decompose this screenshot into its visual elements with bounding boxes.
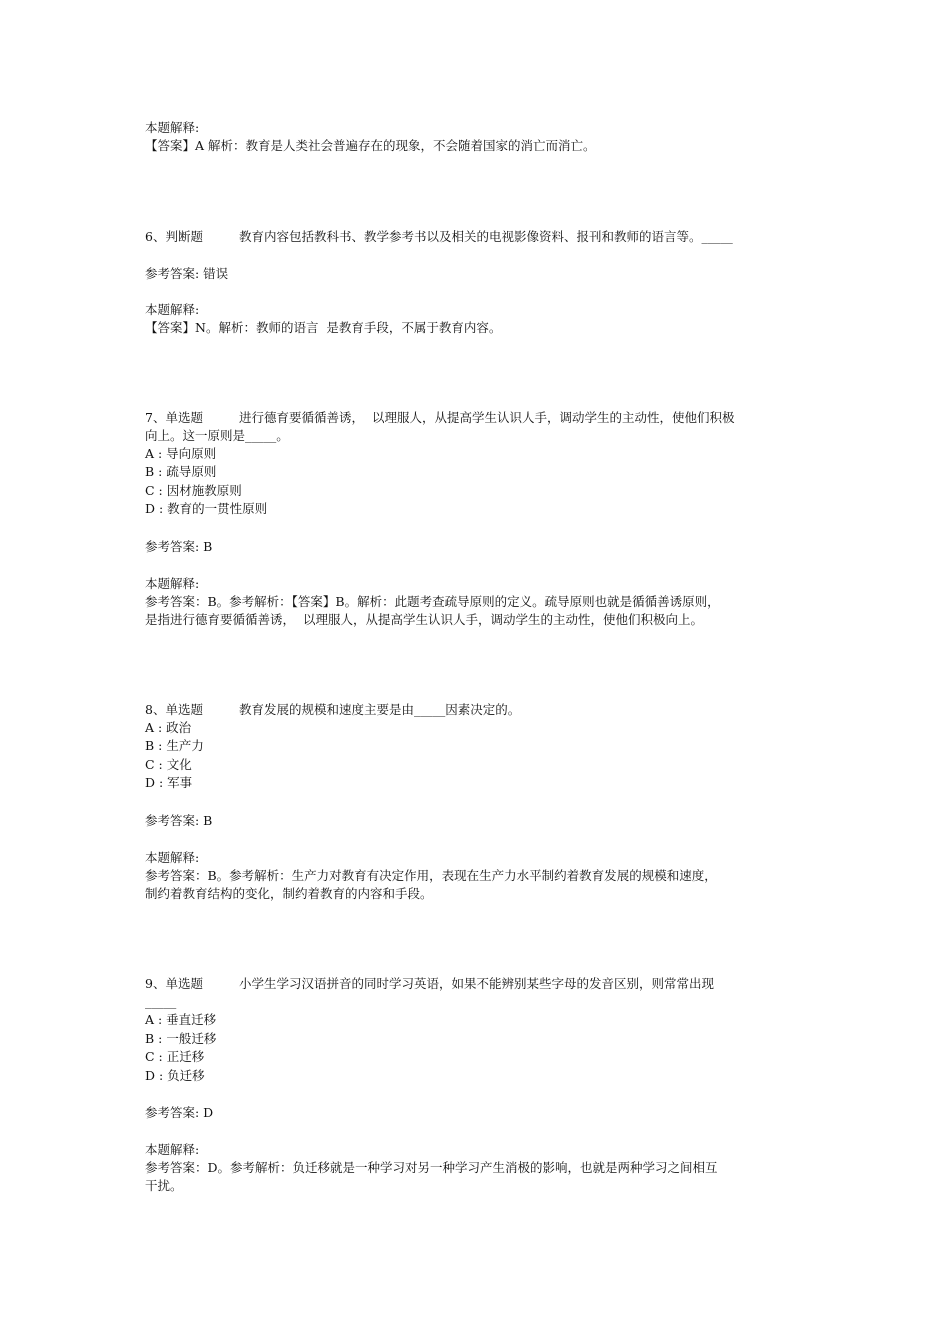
q9-explain-line1: 参考答案：D。参考解析：负迁移就是一种学习对另一种学习产生消极的影响，也就是两种学习之间相互 [145, 1160, 718, 1175]
q7-answer: 参考答案: B [145, 539, 213, 554]
q9-stem-blank: _____ [145, 994, 177, 1009]
q9-option-d: D : 负迁移 [145, 1068, 205, 1083]
q9-header: 9、单选题 [145, 976, 203, 991]
q8-option-d: D : 军事 [145, 775, 193, 790]
q6-stem: 教育内容包括教科书、教学参考书以及相关的电视影像资料、报刊和教师的语言等。_____ [239, 229, 733, 244]
q9-explain-line2: 干扰。 [145, 1178, 183, 1193]
q6-header: 6、判断题 [145, 229, 203, 244]
q8-explain-line1: 参考答案：B。参考解析：生产力对教育有决定作用，表现在生产力水平制约着教育发展的规模和速度， [145, 868, 717, 883]
q9-question [145, 975, 810, 994]
q9-option-c: C : 正迁移 [145, 1049, 205, 1064]
q7-explain-label: 本题解释: [145, 576, 200, 591]
q8-option-c: C : 文化 [145, 757, 192, 772]
q9-stem: 小学生学习汉语拼音的同时学习英语，如果不能辨别某些字母的发音区别，则常常出现 [239, 976, 715, 991]
q9-option-a: A : 垂直迁移 [145, 1012, 217, 1027]
q8-stem: 教育发展的规模和速度主要是由_____因素决定的。 [239, 702, 521, 717]
q9-option-b: B : 一般迁移 [145, 1031, 217, 1046]
q7-option-a: A : 导向原则 [145, 446, 217, 461]
q7-option-d: D : 教育的一贯性原则 [145, 501, 268, 516]
q6-question [145, 228, 810, 247]
q7-stem-line1: 进行德育要循循善诱， 以理服人，从提高学生认识人手，调动学生的主动性，使他们积极 [239, 410, 735, 425]
q8-header: 8、单选题 [145, 702, 203, 717]
q6-explain-label: 本题解释: [145, 302, 200, 317]
q6-answer: 参考答案: 错误 [145, 266, 229, 281]
q8-option-a: A : 政治 [145, 720, 192, 735]
q9-explain-label: 本题解释: [145, 1142, 200, 1157]
q8-question [145, 701, 810, 720]
q8-option-b: B : 生产力 [145, 738, 204, 753]
q6-explain-text: 【答案】N。解析：教师的语言 是教育手段，不属于教育内容。 [145, 320, 502, 335]
q5-explain-text: 【答案】A 解析：教育是人类社会普遍存在的现象，不会随着国家的消亡而消亡。 [145, 138, 596, 153]
q8-answer: 参考答案: B [145, 813, 213, 828]
q8-explain-label: 本题解释: [145, 850, 200, 865]
q7-explain-line1: 参考答案：B。参考解析：【答案】B。解析：此题考查疏导原则的定义。疏导原则也就是循循善诱原则， [145, 594, 720, 609]
q9-answer: 参考答案: D [145, 1105, 214, 1120]
q7-stem-line2: 向上。这一原则是_____。 [145, 428, 289, 443]
q7-question [145, 409, 810, 428]
q5-explain-label: 本题解释: [145, 120, 200, 135]
q7-option-b: B : 疏导原则 [145, 464, 217, 479]
q7-header: 7、单选题 [145, 410, 203, 425]
q8-explain-line2: 制约着教育结构的变化，制约着教育的内容和手段。 [145, 886, 433, 901]
q7-explain-line2: 是指进行德育要循循善诱， 以理服人，从提高学生认识人手，调动学生的主动性，使他们积极向上。 [145, 612, 703, 627]
q7-option-c: C : 因材施教原则 [145, 483, 242, 498]
